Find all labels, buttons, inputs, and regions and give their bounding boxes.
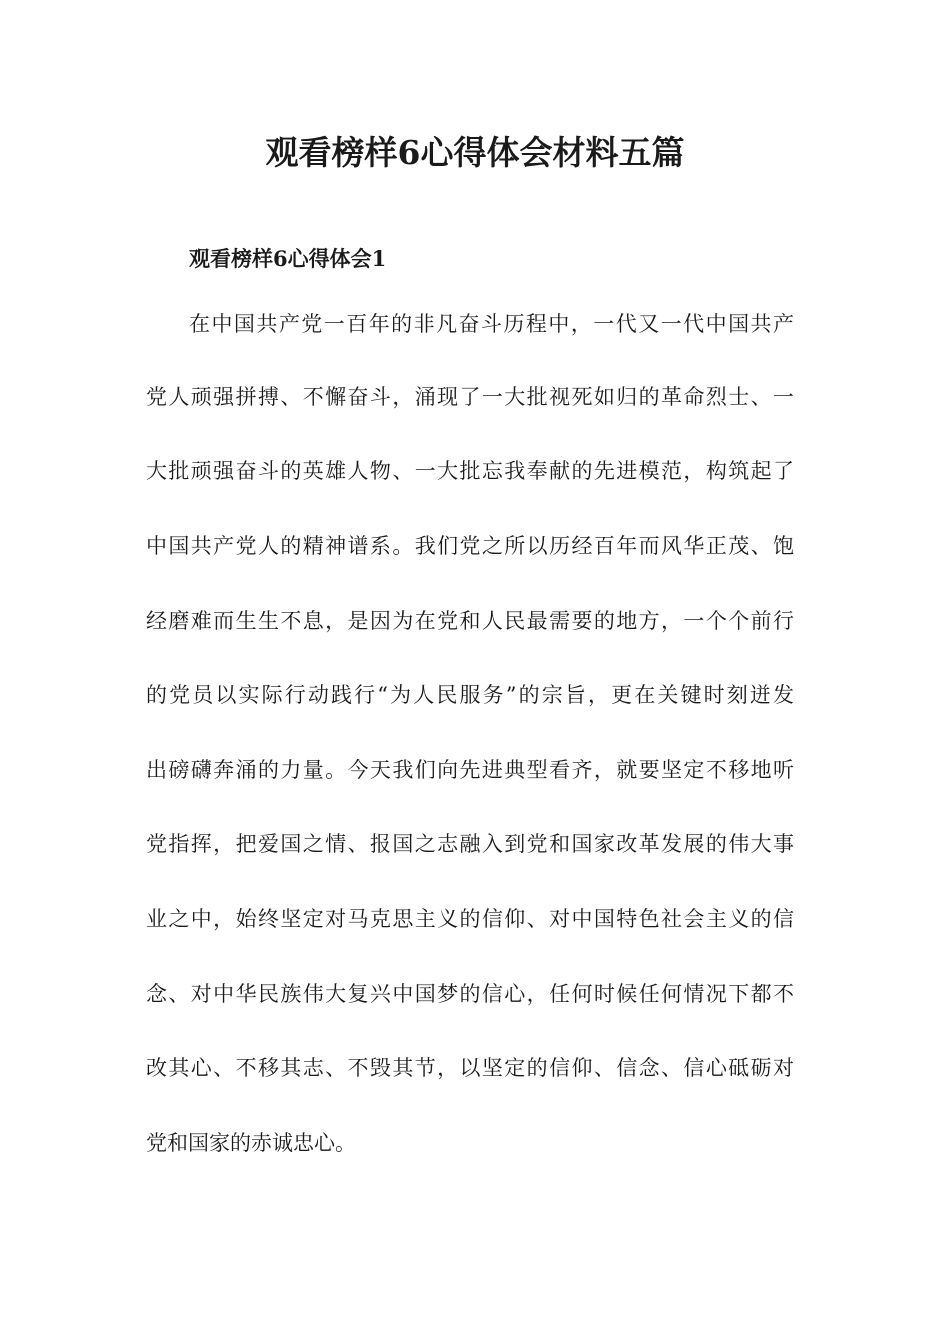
paragraph-line: 大批顽强奋斗的英雄人物、一大批忘我奉献的先进模范，构筑起了 bbox=[146, 459, 794, 483]
paragraph-line: 业之中，始终坚定对马克思主义的信仰、对中国特色社会主义的信 bbox=[146, 907, 794, 931]
paragraph-line: 在中国共产党一百年的非凡奋斗历程中，一代又一代中国共产 bbox=[189, 312, 794, 336]
paragraph-line: 念、对中华民族伟大复兴中国梦的信心，任何时候任何情况下都不 bbox=[146, 982, 794, 1006]
paragraph-line: 中国共产党人的精神谱系。我们党之所以历经百年而风华正茂、饱 bbox=[146, 534, 794, 558]
paragraph-line: 的党员以实际行动践行“为人民服务”的宗旨，更在关键时刻迸发 bbox=[146, 683, 794, 707]
document-title: 观看榜样6心得体会材料五篇 bbox=[265, 133, 685, 172]
paragraph-line: 经磨难而生生不息，是因为在党和人民最需要的地方，一个个前行 bbox=[146, 609, 794, 633]
paragraph-line: 党指挥，把爱国之情、报国之志融入到党和国家改革发展的伟大事 bbox=[146, 832, 794, 856]
section-heading: 观看榜样6心得体会1 bbox=[189, 246, 387, 271]
paragraph-line: 改其心、不移其志、不毁其节，以坚定的信仰、信念、信心砥砺对 bbox=[146, 1056, 794, 1080]
paragraph-line: 党和国家的赤诚忠心。 bbox=[146, 1131, 356, 1155]
paragraph-line: 出磅礴奔涌的力量。今天我们向先进典型看齐，就要坚定不移地听 bbox=[146, 758, 794, 782]
paragraph-line: 党人顽强拼搏、不懈奋斗，涌现了一大批视死如归的革命烈士、一 bbox=[146, 385, 794, 409]
